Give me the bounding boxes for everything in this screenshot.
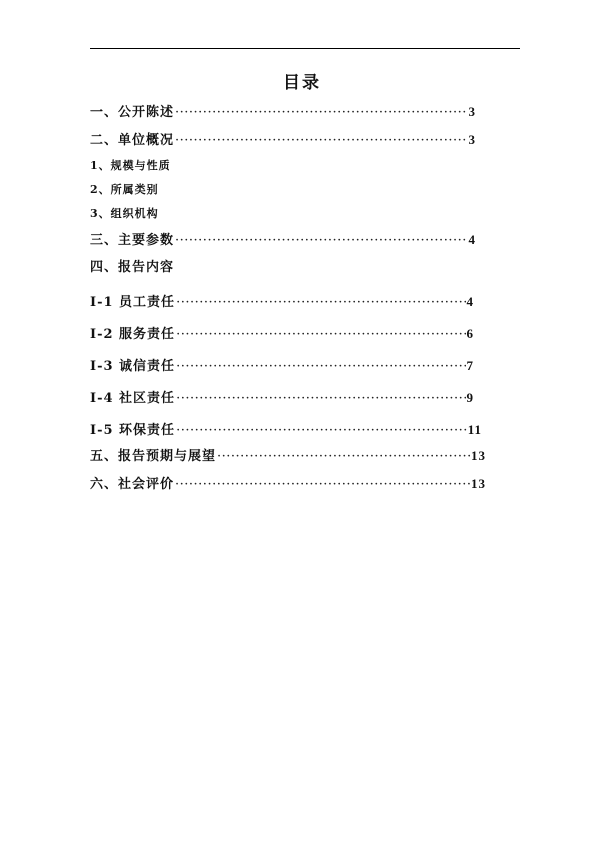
- toc-entry[interactable]: [90, 294, 474, 311]
- toc-entry-page-number: 3: [468, 104, 476, 119]
- toc-entry[interactable]: [90, 390, 474, 407]
- toc-entry[interactable]: [90, 104, 476, 121]
- toc-title: 目录: [283, 73, 321, 93]
- toc-dot-leader: [176, 423, 467, 439]
- toc-entry[interactable]: [90, 422, 482, 439]
- toc-entry-label: I-4 社区责任: [90, 391, 176, 406]
- toc-entry[interactable]: [90, 182, 159, 198]
- toc-dot-leader: [217, 449, 470, 465]
- toc-entry[interactable]: [90, 206, 159, 222]
- toc-dot-leader: [176, 391, 465, 407]
- toc-dot-leader: [175, 233, 467, 249]
- toc-entry-page-number: 6: [466, 326, 474, 341]
- toc-dot-leader: [175, 105, 467, 121]
- toc-entry-page-number: 4: [466, 294, 474, 309]
- toc-entry[interactable]: [90, 448, 486, 465]
- toc-entry-page-number: 13: [471, 476, 486, 491]
- toc-dot-leader: [176, 327, 465, 343]
- toc-entry-page-number: 7: [466, 358, 474, 373]
- toc-entry-label: I-2 服务责任: [90, 327, 176, 342]
- toc-entry[interactable]: [90, 232, 476, 249]
- toc-dot-leader: [176, 295, 465, 311]
- toc-entry-label: I-3 诚信责任: [90, 359, 176, 374]
- toc-entry-page-number: 11: [467, 422, 482, 437]
- toc-dot-leader: [176, 359, 465, 375]
- toc-entry[interactable]: [90, 132, 476, 149]
- toc-entry-label: 六、社会评价: [90, 477, 175, 492]
- toc-entry-label: 三、主要参数: [90, 233, 175, 248]
- toc-dot-leader: [175, 133, 467, 149]
- toc-entry-label: 四、报告内容: [90, 260, 175, 275]
- toc-dot-leader: [175, 477, 470, 493]
- toc-entry[interactable]: [90, 260, 174, 276]
- toc-entry[interactable]: [90, 358, 474, 375]
- toc-entry[interactable]: [90, 158, 171, 174]
- toc-entry-label: I-5 环保责任: [90, 423, 176, 438]
- toc-entry-label: 二、单位概况: [90, 133, 175, 148]
- toc-entry-page-number: 3: [468, 132, 476, 147]
- toc-entry-page-number: 4: [468, 232, 476, 247]
- toc-entry-label: 3、组织机构: [90, 207, 159, 220]
- toc-entry-label: 1、规模与性质: [90, 159, 171, 172]
- toc-entry-label: 一、公开陈述: [90, 105, 175, 120]
- toc-entry-label: 五、报告预期与展望: [90, 449, 217, 464]
- toc-entry-page-number: 13: [471, 448, 486, 463]
- toc-entry-label: 2、所属类别: [90, 183, 159, 196]
- toc-entry-label: I-1 员工责任: [90, 295, 176, 310]
- toc-entry[interactable]: [90, 326, 474, 343]
- toc-entry[interactable]: [90, 476, 486, 493]
- toc-entry-page-number: 9: [466, 390, 474, 405]
